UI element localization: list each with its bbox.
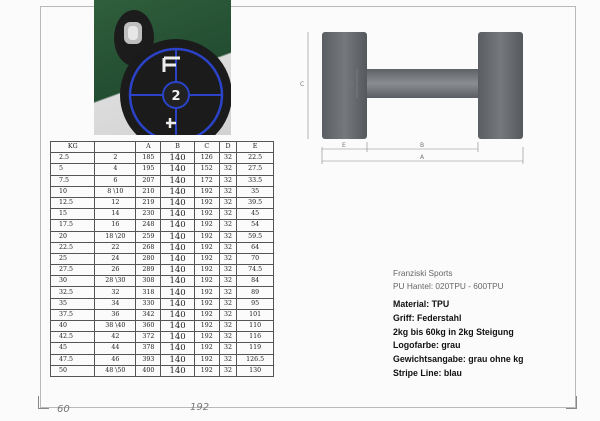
table-cell: 140 (161, 242, 194, 253)
table-cell: 289 (136, 265, 161, 276)
table-row (51, 354, 274, 365)
table-cell: 192 (194, 276, 219, 287)
table-cell: 372 (136, 332, 161, 343)
table-cell: 64 (237, 242, 274, 253)
property-material: Material: TPU (393, 299, 450, 309)
crop-mark-bottom-left (38, 396, 49, 409)
property-list (393, 298, 524, 381)
table-cell: 25 (51, 253, 95, 264)
table-row (51, 231, 274, 242)
table-cell: 192 (194, 186, 219, 197)
dim-label-d: D (349, 81, 354, 88)
table-cell: 192 (194, 265, 219, 276)
table-cell: 32 (219, 265, 236, 276)
table-cell: 26 (95, 265, 136, 276)
table-cell: 30 (51, 276, 95, 287)
table-cell: 207 (136, 175, 161, 186)
table-row (51, 332, 274, 343)
table-cell: 140 (161, 309, 194, 320)
table-cell: 140 (161, 220, 194, 231)
table-cell: 192 (194, 253, 219, 264)
table-cell: 140 (161, 298, 194, 309)
table-row (51, 309, 274, 320)
table-cell: 32 (219, 153, 236, 164)
dim-label-b: B (420, 142, 425, 149)
column-header-0: KG (51, 142, 95, 153)
table-cell: 378 (136, 343, 161, 354)
table-cell: 6 (95, 175, 136, 186)
table-cell: 32 (219, 343, 236, 354)
table-cell: 2 (95, 153, 136, 164)
right-head (478, 32, 523, 139)
table-cell: 32 (219, 298, 236, 309)
table-cell: 33.5 (237, 175, 274, 186)
table-cell: 45 (51, 343, 95, 354)
table-cell: 192 (194, 242, 219, 253)
table-row (51, 186, 274, 197)
table-cell: 14 (95, 209, 136, 220)
handwritten-note-left: 60 (57, 404, 70, 415)
table-cell: 140 (161, 354, 194, 365)
dim-label-c: C (300, 81, 305, 88)
table-cell: 7.5 (51, 175, 95, 186)
table-cell: 210 (136, 186, 161, 197)
table-cell: 192 (194, 343, 219, 354)
table-cell: 32 (219, 186, 236, 197)
table-cell: 20 (51, 231, 95, 242)
table-row (51, 253, 274, 264)
table-row (51, 276, 274, 287)
table-cell: 140 (161, 343, 194, 354)
table-cell: 70 (237, 253, 274, 264)
table-cell: 95 (237, 298, 274, 309)
column-header-5: D (219, 142, 236, 153)
table-cell: 185 (136, 153, 161, 164)
table-cell: 308 (136, 276, 161, 287)
left-head (322, 32, 367, 139)
table-cell: 22 (95, 242, 136, 253)
table-cell: 42 (95, 332, 136, 343)
table-cell: 35 (237, 186, 274, 197)
spec-table (50, 141, 274, 377)
table-cell: 259 (136, 231, 161, 242)
table-row (51, 242, 274, 253)
table-cell: 50 (51, 365, 95, 376)
table-cell: 15 (51, 209, 95, 220)
table-cell: 32 (219, 276, 236, 287)
table-cell: 140 (161, 253, 194, 264)
table-cell: 24 (95, 253, 136, 264)
table-cell: 140 (161, 276, 194, 287)
handle (367, 69, 478, 98)
table-cell: 140 (161, 153, 194, 164)
property-logo-color: Logofarbe: grau (393, 340, 461, 351)
table-cell: 140 (161, 321, 194, 332)
table-cell: 393 (136, 354, 161, 365)
table-header-row (51, 142, 274, 153)
table-cell: 32 (219, 209, 236, 220)
table-cell: 10 (51, 186, 95, 197)
table-cell: 40 (51, 321, 95, 332)
product-photo (94, 0, 231, 135)
table-cell: 38 \40 (95, 321, 136, 332)
table-cell: 192 (194, 197, 219, 208)
table-cell: 32 (95, 287, 136, 298)
table-cell: 4 (95, 164, 136, 175)
table-cell: 195 (136, 164, 161, 175)
table-cell: 18 \20 (95, 231, 136, 242)
table-cell: 54 (237, 220, 274, 231)
table-row (51, 209, 274, 220)
column-header-2: A (136, 142, 161, 153)
table-cell: 140 (161, 197, 194, 208)
table-cell: 32 (219, 175, 236, 186)
table-row (51, 265, 274, 276)
handwritten-note-mid: 192 (190, 402, 210, 413)
table-row (51, 220, 274, 231)
dim-label-e: E (342, 142, 346, 149)
table-cell: 59.5 (237, 231, 274, 242)
table-row (51, 287, 274, 298)
table-cell: 268 (136, 242, 161, 253)
table-cell: 192 (194, 220, 219, 231)
table-row (51, 298, 274, 309)
table-cell: 140 (161, 186, 194, 197)
column-header-4: C (194, 142, 219, 153)
dumbbell-technical-drawing (280, 24, 560, 174)
table-cell: 140 (161, 231, 194, 242)
table-cell: 140 (161, 332, 194, 343)
table-cell: 27.5 (51, 265, 95, 276)
table-cell: 140 (161, 265, 194, 276)
table-cell: 140 (161, 209, 194, 220)
table-cell: 12 (95, 197, 136, 208)
table-cell: 35 (51, 298, 95, 309)
table-cell: 360 (136, 321, 161, 332)
table-cell: 32 (219, 164, 236, 175)
table-row (51, 153, 274, 164)
table-cell: 46 (95, 354, 136, 365)
table-cell: 45 (237, 209, 274, 220)
table-cell: 84 (237, 276, 274, 287)
table-cell: 192 (194, 321, 219, 332)
table-cell: 400 (136, 365, 161, 376)
table-cell: 44 (95, 343, 136, 354)
table-cell: 192 (194, 287, 219, 298)
table-cell: 126 (194, 153, 219, 164)
product-name: PU Hantel: 020TPU - 600TPU (393, 281, 504, 291)
table-cell: 39.5 (237, 197, 274, 208)
table-cell: 192 (194, 365, 219, 376)
table-cell: 42.5 (51, 332, 95, 343)
table-row (51, 197, 274, 208)
property-handle: Griff: Federstahl (393, 312, 462, 323)
table-cell: 48 \50 (95, 365, 136, 376)
table-body (51, 153, 274, 377)
dumbbell-photo-illustration (94, 0, 231, 135)
table-row (51, 365, 274, 376)
table-row (51, 164, 274, 175)
table-cell: 140 (161, 175, 194, 186)
table-cell: 37.5 (51, 309, 95, 320)
crop-mark-bottom-right (566, 396, 577, 409)
table-cell: 192 (194, 309, 219, 320)
table-cell: 140 (161, 287, 194, 298)
table-cell: 32 (219, 332, 236, 343)
table-cell: 192 (194, 332, 219, 343)
table-cell: 32 (219, 354, 236, 365)
table-cell: 2.5 (51, 153, 95, 164)
table-cell: 32 (219, 220, 236, 231)
table-cell: 32 (219, 242, 236, 253)
table-cell: 28 \30 (95, 276, 136, 287)
table-cell: 110 (237, 321, 274, 332)
column-header-1 (95, 142, 136, 153)
table-cell: 27.5 (237, 164, 274, 175)
table-cell: 32 (219, 365, 236, 376)
table-cell: 8 \10 (95, 186, 136, 197)
table-cell: 126.5 (237, 354, 274, 365)
table-cell: 74.5 (237, 265, 274, 276)
property-weight-range: 2kg bis 60kg in 2kg Steigung (393, 326, 514, 337)
table-cell: 318 (136, 287, 161, 298)
table-row (51, 175, 274, 186)
table-cell: 192 (194, 231, 219, 242)
table-cell: 192 (194, 298, 219, 309)
table-cell: 342 (136, 309, 161, 320)
table-cell: 22.5 (51, 242, 95, 253)
table-cell: 330 (136, 298, 161, 309)
table-cell: 32 (219, 253, 236, 264)
company-name: Franziski Sports (393, 268, 453, 278)
table-cell: 12.5 (51, 197, 95, 208)
table-cell: 172 (194, 175, 219, 186)
table-cell: 140 (161, 164, 194, 175)
table-row (51, 343, 274, 354)
table-cell: 22.5 (237, 153, 274, 164)
table-cell: 192 (194, 354, 219, 365)
table-cell: 192 (194, 209, 219, 220)
table-cell: 32 (219, 309, 236, 320)
table-cell: 32.5 (51, 287, 95, 298)
table-cell: 119 (237, 343, 274, 354)
table-cell: 32 (219, 287, 236, 298)
table-cell: 5 (51, 164, 95, 175)
property-stripe: Stripe Line: blau (393, 367, 462, 378)
table-cell: 248 (136, 220, 161, 231)
table-cell: 32 (219, 197, 236, 208)
table-cell: 89 (237, 287, 274, 298)
plate-weight-number: 2 (171, 89, 181, 104)
table-cell: 34 (95, 298, 136, 309)
table-cell: 16 (95, 220, 136, 231)
column-header-3: B (161, 142, 194, 153)
table-cell: 280 (136, 253, 161, 264)
table-cell: 140 (161, 365, 194, 376)
table-cell: 17.5 (51, 220, 95, 231)
table-cell: 32 (219, 231, 236, 242)
brand-block (393, 267, 504, 293)
table-cell: 36 (95, 309, 136, 320)
table-cell: 116 (237, 332, 274, 343)
table-cell: 101 (237, 309, 274, 320)
column-header-6: E (237, 142, 274, 153)
table-cell: 230 (136, 209, 161, 220)
table-cell: 47.5 (51, 354, 95, 365)
table-cell: 130 (237, 365, 274, 376)
property-weight-label: Gewichtsangabe: grau ohne kg (393, 354, 524, 365)
table-cell: 219 (136, 197, 161, 208)
table-cell: 32 (219, 321, 236, 332)
dim-label-a: A (420, 154, 425, 161)
table-row (51, 321, 274, 332)
table-cell: 152 (194, 164, 219, 175)
